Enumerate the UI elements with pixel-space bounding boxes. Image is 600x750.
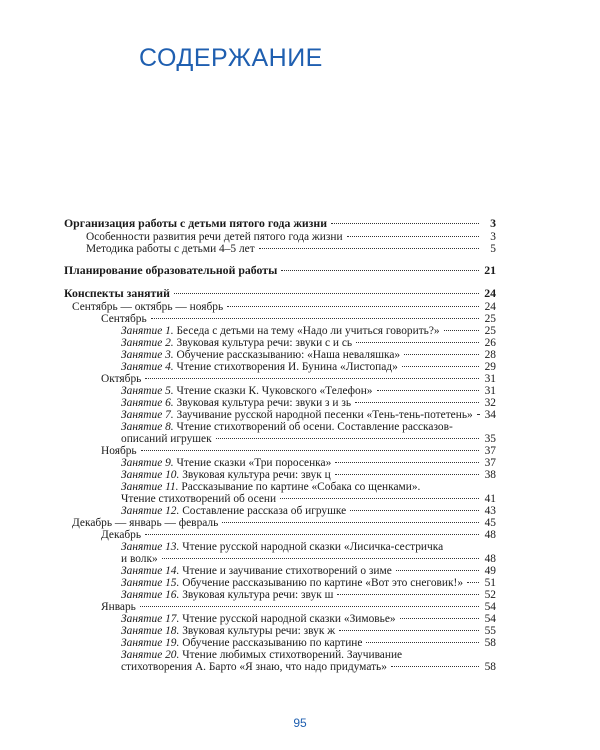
lesson-number: Занятие 13.: [121, 541, 180, 553]
toc-lesson[interactable]: [64, 565, 496, 577]
dot-leader: [337, 594, 479, 595]
toc-month[interactable]: [64, 373, 496, 385]
dot-leader: [335, 462, 479, 463]
lesson-title: Заучивание русской народной песенки «Тень-тень-потетень»: [176, 409, 473, 421]
lesson-title-line2: описаний игрушек: [121, 433, 212, 445]
lesson-number: Занятие 3.: [121, 349, 174, 361]
toc-page-number: 41: [484, 493, 496, 505]
lesson-title: Составление рассказа об игрушке: [182, 505, 347, 517]
toc-lesson[interactable]: [64, 637, 496, 649]
dot-leader: [366, 642, 479, 643]
toc-lesson[interactable]: [64, 349, 496, 361]
toc-page-number: 3: [490, 231, 496, 243]
toc-page-number: 48: [484, 553, 496, 565]
toc-lesson[interactable]: [64, 385, 496, 397]
dot-leader: [347, 236, 479, 237]
toc-entry[interactable]: [64, 243, 496, 255]
toc-period[interactable]: [64, 301, 496, 313]
lesson-title: Чтение и заучивание стихотворений о зиме: [182, 565, 392, 577]
toc-page-number: 58: [484, 661, 496, 673]
lesson-number: Занятие 2.: [121, 337, 174, 349]
toc-page-number: 24: [484, 301, 496, 313]
toc-page-number: 31: [484, 373, 496, 385]
lesson-number: Занятие 12.: [121, 505, 180, 517]
lesson-title: Чтение сказки К. Чуковского «Телефон»: [176, 385, 373, 397]
dot-leader: [335, 474, 479, 475]
toc-month[interactable]: [64, 529, 496, 541]
toc-lesson[interactable]: [64, 481, 496, 505]
dot-leader: [259, 248, 479, 249]
lesson-title: Звуковая культура речи: звук ш: [182, 589, 334, 601]
toc-page-number: 35: [484, 433, 496, 445]
lesson-number: Занятие 18.: [121, 625, 180, 637]
toc-month[interactable]: [64, 445, 496, 457]
lesson-number: Занятие 5.: [121, 385, 174, 397]
toc-page-number: 28: [484, 349, 496, 361]
toc-entry-title: Особенности развития речи детей пятого года жизни: [86, 231, 343, 243]
toc-page-number: 43: [484, 505, 496, 517]
lesson-title-line2: стихотворения А. Барто «Я знаю, что надо придумать»: [121, 661, 387, 673]
lesson-number: Занятие 6.: [121, 397, 174, 409]
dot-leader: [145, 378, 479, 379]
toc-entry-title: Декабрь: [101, 529, 142, 541]
dot-leader: [356, 342, 479, 343]
dot-leader: [280, 498, 479, 499]
lesson-number: Занятие 1.: [121, 325, 174, 337]
lesson-title: Звуковая культура речи: звуки с и сь: [176, 337, 353, 349]
toc-entry-title: Октябрь: [101, 373, 142, 385]
toc-entry-title: Конспекты занятий: [64, 286, 170, 300]
toc-page-number: 3: [490, 216, 496, 230]
toc-section[interactable]: [64, 263, 496, 278]
dot-leader: [339, 630, 479, 631]
lesson-title: Звуковая культура речи: звук ц: [182, 469, 331, 481]
toc-page-number: 49: [484, 565, 496, 577]
toc-entry-title: Методика работы с детьми 4–5 лет: [86, 243, 255, 255]
toc-page-number: 37: [484, 457, 496, 469]
dot-leader: [227, 306, 479, 307]
lesson-number: Занятие 14.: [121, 565, 180, 577]
dot-leader: [174, 293, 479, 294]
dot-leader: [222, 522, 479, 523]
toc-page-number: 54: [484, 601, 496, 613]
lesson-title-line1: Чтение стихотворений об осени. Составление рассказов-: [176, 421, 453, 433]
dot-leader: [377, 390, 479, 391]
toc-entry-title: Январь: [101, 601, 136, 613]
toc-lesson[interactable]: [64, 613, 496, 625]
dot-leader: [467, 582, 479, 583]
lesson-title: Беседа с детьми на тему «Надо ли учиться говорить?»: [176, 325, 440, 337]
dot-leader: [396, 570, 479, 571]
lesson-title-line2: и волк»: [121, 553, 158, 565]
toc-page-number: 58: [484, 637, 496, 649]
dot-leader: [151, 318, 479, 319]
toc-lesson[interactable]: [64, 397, 496, 409]
toc-page-number: 51: [484, 577, 496, 589]
page-number: 95: [293, 716, 307, 730]
lesson-number: Занятие 19.: [121, 637, 180, 649]
toc-section[interactable]: [64, 286, 496, 301]
dot-leader: [216, 438, 479, 439]
lesson-number: Занятие 9.: [121, 457, 174, 469]
dot-leader: [391, 666, 479, 667]
toc-page-number: 25: [484, 325, 496, 337]
dot-leader: [281, 270, 479, 271]
toc-lesson[interactable]: [64, 541, 496, 565]
toc-page-number: 38: [484, 469, 496, 481]
toc-page-number: 25: [484, 313, 496, 325]
dot-leader: [331, 223, 479, 224]
dot-leader: [355, 402, 479, 403]
toc-lesson[interactable]: [64, 649, 496, 673]
dot-leader: [477, 414, 479, 415]
toc-page-number: 26: [484, 337, 496, 349]
toc-entry-title: Сентябрь — октябрь — ноябрь: [72, 301, 224, 313]
toc-page-number: 54: [484, 613, 496, 625]
lesson-title: Обучение рассказыванию: «Наша неваляшка»: [176, 349, 401, 361]
lesson-title-line1: Чтение любимых стихотворений. Заучивание: [182, 649, 403, 661]
toc-page-number: 32: [484, 397, 496, 409]
dot-leader: [145, 534, 479, 535]
lesson-title-line1: Рассказывание по картине «Собака со щенками».: [181, 481, 421, 493]
table-of-contents: [64, 216, 496, 673]
toc-entry-title: Декабрь — январь — февраль: [72, 517, 219, 529]
toc-lesson[interactable]: [64, 337, 496, 349]
dot-leader: [444, 330, 479, 331]
lesson-title-line2: Чтение стихотворений об осени: [121, 493, 277, 505]
toc-month[interactable]: [64, 313, 496, 325]
dot-leader: [141, 450, 479, 451]
lesson-number: Занятие 7.: [121, 409, 174, 421]
toc-page-number: 21: [484, 263, 496, 277]
lesson-number: Занятие 17.: [121, 613, 180, 625]
lesson-number: Занятие 16.: [121, 589, 180, 601]
toc-lesson[interactable]: [64, 409, 496, 421]
lesson-title: Звуковая культура речи: звуки з и зь: [176, 397, 352, 409]
lesson-title: Чтение стихотворения И. Бунина «Листопад»: [176, 361, 398, 373]
toc-entry-title: Сентябрь: [101, 313, 147, 325]
toc-lesson[interactable]: [64, 625, 496, 637]
toc-lesson[interactable]: [64, 421, 496, 445]
lesson-number: Занятие 8.: [121, 421, 174, 433]
lesson-title: Звуковая культуры речи: звук ж: [182, 625, 336, 637]
lesson-number: Занятие 10.: [121, 469, 180, 481]
toc-lesson[interactable]: [64, 505, 496, 517]
toc-page-number: 52: [484, 589, 496, 601]
toc-lesson[interactable]: [64, 325, 496, 337]
toc-page-number: 45: [484, 517, 496, 529]
lesson-title: Обучение рассказыванию по картине: [182, 637, 363, 649]
toc-page-number: 34: [484, 409, 496, 421]
lesson-number: Занятие 4.: [121, 361, 174, 373]
toc-page-number: 37: [484, 445, 496, 457]
dot-leader: [400, 618, 479, 619]
toc-month[interactable]: [64, 601, 496, 613]
toc-entry[interactable]: [64, 231, 496, 243]
toc-period[interactable]: [64, 517, 496, 529]
page-title: СОДЕРЖАНИЕ: [139, 44, 323, 72]
dot-leader: [402, 366, 479, 367]
toc-page-number: 48: [484, 529, 496, 541]
toc-entry-title: Планирование образовательной работы: [64, 263, 278, 277]
toc-entry-title: Организация работы с детьми пятого года жизни: [64, 216, 328, 230]
toc-lesson[interactable]: [64, 577, 496, 589]
toc-entry-title: Ноябрь: [101, 445, 137, 457]
toc-page-number: 24: [484, 286, 496, 300]
dot-leader: [162, 558, 479, 559]
lesson-title: Обучение рассказыванию по картине «Вот это снеговик!»: [182, 577, 464, 589]
toc-lesson[interactable]: [64, 457, 496, 469]
toc-page-number: 31: [484, 385, 496, 397]
toc-page-number: 5: [490, 243, 496, 255]
toc-section[interactable]: [64, 216, 496, 231]
dot-leader: [140, 606, 479, 607]
dot-leader: [350, 510, 479, 511]
toc-lesson[interactable]: [64, 361, 496, 373]
toc-lesson[interactable]: [64, 589, 496, 601]
toc-page-number: 55: [484, 625, 496, 637]
lesson-title-line1: Чтение русской народной сказки «Лисичка-сестричка: [182, 541, 444, 553]
lesson-number: Занятие 15.: [121, 577, 180, 589]
lesson-number: Занятие 20.: [121, 649, 180, 661]
lesson-number: Занятие 11.: [121, 481, 179, 493]
toc-page-number: 29: [484, 361, 496, 373]
lesson-title: Чтение сказки «Три поросенка»: [176, 457, 332, 469]
dot-leader: [404, 354, 479, 355]
toc-lesson[interactable]: [64, 469, 496, 481]
lesson-title: Чтение русской народной сказки «Зимовье»: [182, 613, 396, 625]
